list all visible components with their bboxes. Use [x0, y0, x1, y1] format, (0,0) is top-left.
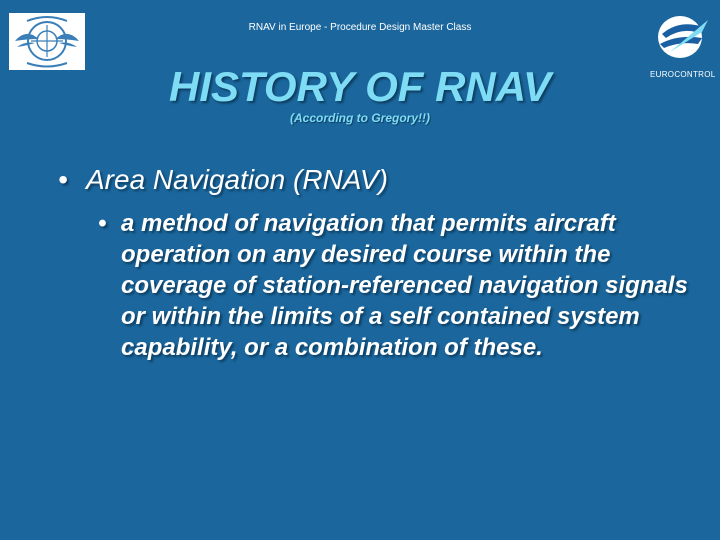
sub-bullet-text: a method of navigation that permits aircraft operation on any desired course within the coverage of station-referenced navigation signals or within the limits of a self contained system capability, or a combination of these.	[121, 210, 688, 361]
slide-subtitle: (According to Gregory!!)	[290, 111, 430, 125]
sub-bullet-marker: •	[98, 210, 107, 237]
header-text: RNAV in Europe - Procedure Design Master Class	[248, 22, 472, 33]
eurocontrol-wordmark: EUROCONTROL	[650, 70, 716, 79]
bullet-item	[58, 164, 388, 196]
bullet-text: Area Navigation (RNAV)	[86, 164, 388, 195]
eurocontrol-logo-icon	[652, 14, 710, 62]
slide-title: HISTORY OF RNAV	[169, 63, 551, 110]
sub-bullet-item	[98, 208, 688, 363]
bullet-marker: •	[58, 164, 68, 195]
